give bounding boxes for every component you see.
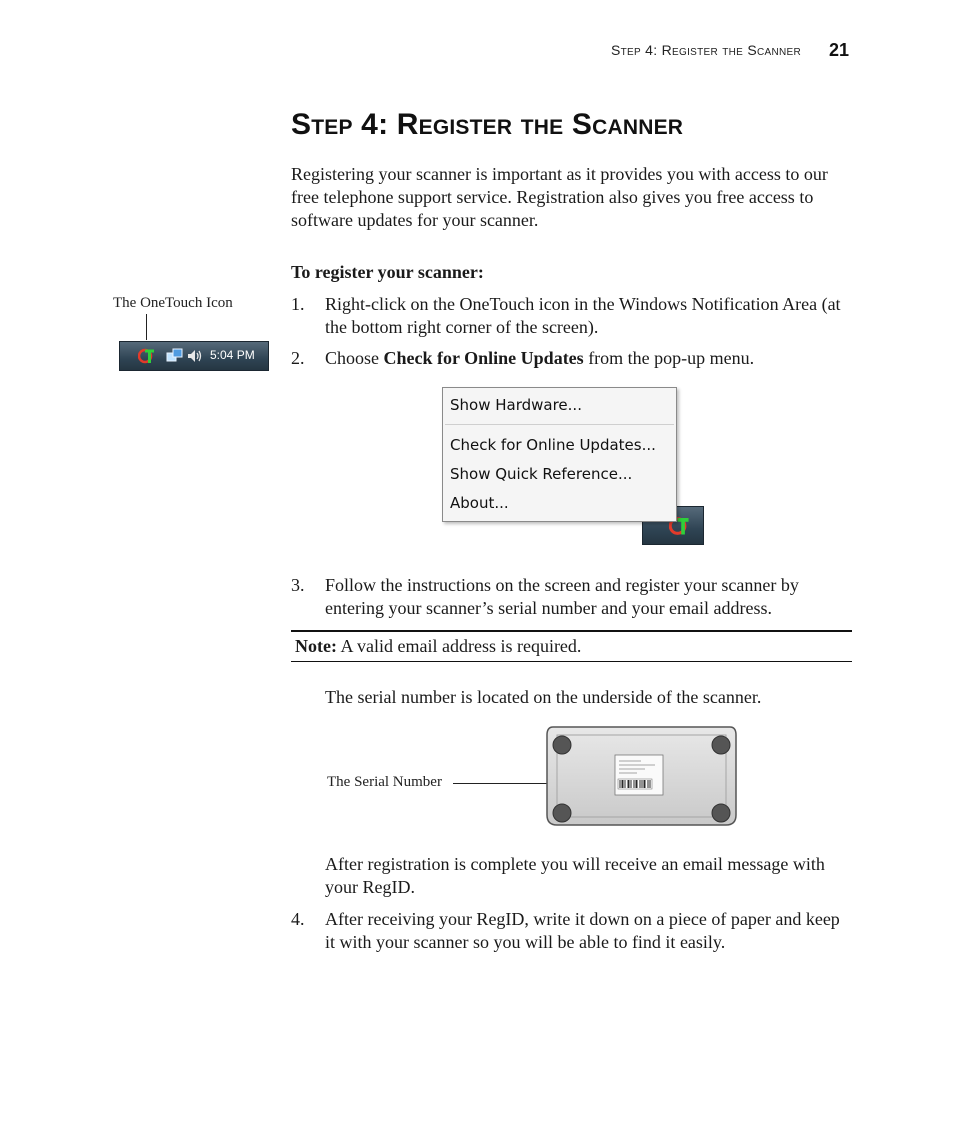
menu-command-name: Check for Online Updates (383, 348, 584, 368)
step-number: 4. (291, 909, 305, 929)
step-text (325, 347, 853, 370)
after-registration-text: After registration is complete you will receive an email message with your RegID. (325, 854, 825, 897)
serial-location-text: The serial number is located on the underside of the scanner. (325, 687, 762, 707)
page-number: 21 (829, 40, 850, 60)
step-text: After receiving your RegID, write it down on a piece of paper and keep it with your scanner so you will be able to find it easily. (325, 909, 840, 952)
step-text-post: from the pop-up menu. (583, 348, 755, 368)
note-box (291, 630, 852, 662)
onetouch-callout-label: The OneTouch Icon (113, 295, 233, 311)
procedure-heading: To register your scanner: (291, 262, 484, 282)
network-icon[interactable] (166, 347, 184, 365)
speaker-icon[interactable] (186, 347, 204, 365)
onetouch-icon[interactable] (138, 347, 156, 365)
callout-line (146, 314, 147, 340)
step-number: 1. (291, 294, 305, 314)
step-3 (291, 574, 853, 620)
tray-clock: 5:04 PM (210, 348, 255, 362)
menu-item-show-hardware[interactable]: Show Hardware... (450, 396, 582, 414)
serial-callout-label: The Serial Number (327, 774, 442, 790)
scanner-underside-image (545, 725, 738, 827)
context-menu (442, 387, 677, 522)
step-text: Follow the instructions on the screen and register your scanner by entering your scanner’s serial number and your email address. (325, 575, 799, 618)
menu-separator (445, 424, 674, 425)
step-number: 3. (291, 575, 305, 595)
menu-item-about[interactable]: About... (450, 494, 509, 512)
running-header: Step 4: Register the Scanner (611, 42, 801, 58)
page-title: Step 4: Register the Scanner (291, 108, 684, 141)
step-1 (291, 293, 853, 339)
step-4 (291, 908, 853, 954)
step-2 (291, 347, 853, 370)
menu-item-check-updates[interactable]: Check for Online Updates... (450, 436, 656, 454)
step-number: 2. (291, 348, 305, 368)
system-tray (119, 341, 269, 371)
intro-paragraph: Registering your scanner is important as it provides you with access to our free telephone support service. Registration also gives you free access to software updates for your scanner. (291, 164, 828, 230)
note-label: Note: (295, 636, 337, 656)
step-text: Right-click on the OneTouch icon in the Windows Notification Area (at the bottom right corner of the screen). (325, 294, 841, 337)
menu-item-quick-reference[interactable]: Show Quick Reference... (450, 465, 633, 483)
step-text-pre: Choose (325, 348, 384, 368)
note-text: A valid email address is required. (336, 636, 582, 656)
